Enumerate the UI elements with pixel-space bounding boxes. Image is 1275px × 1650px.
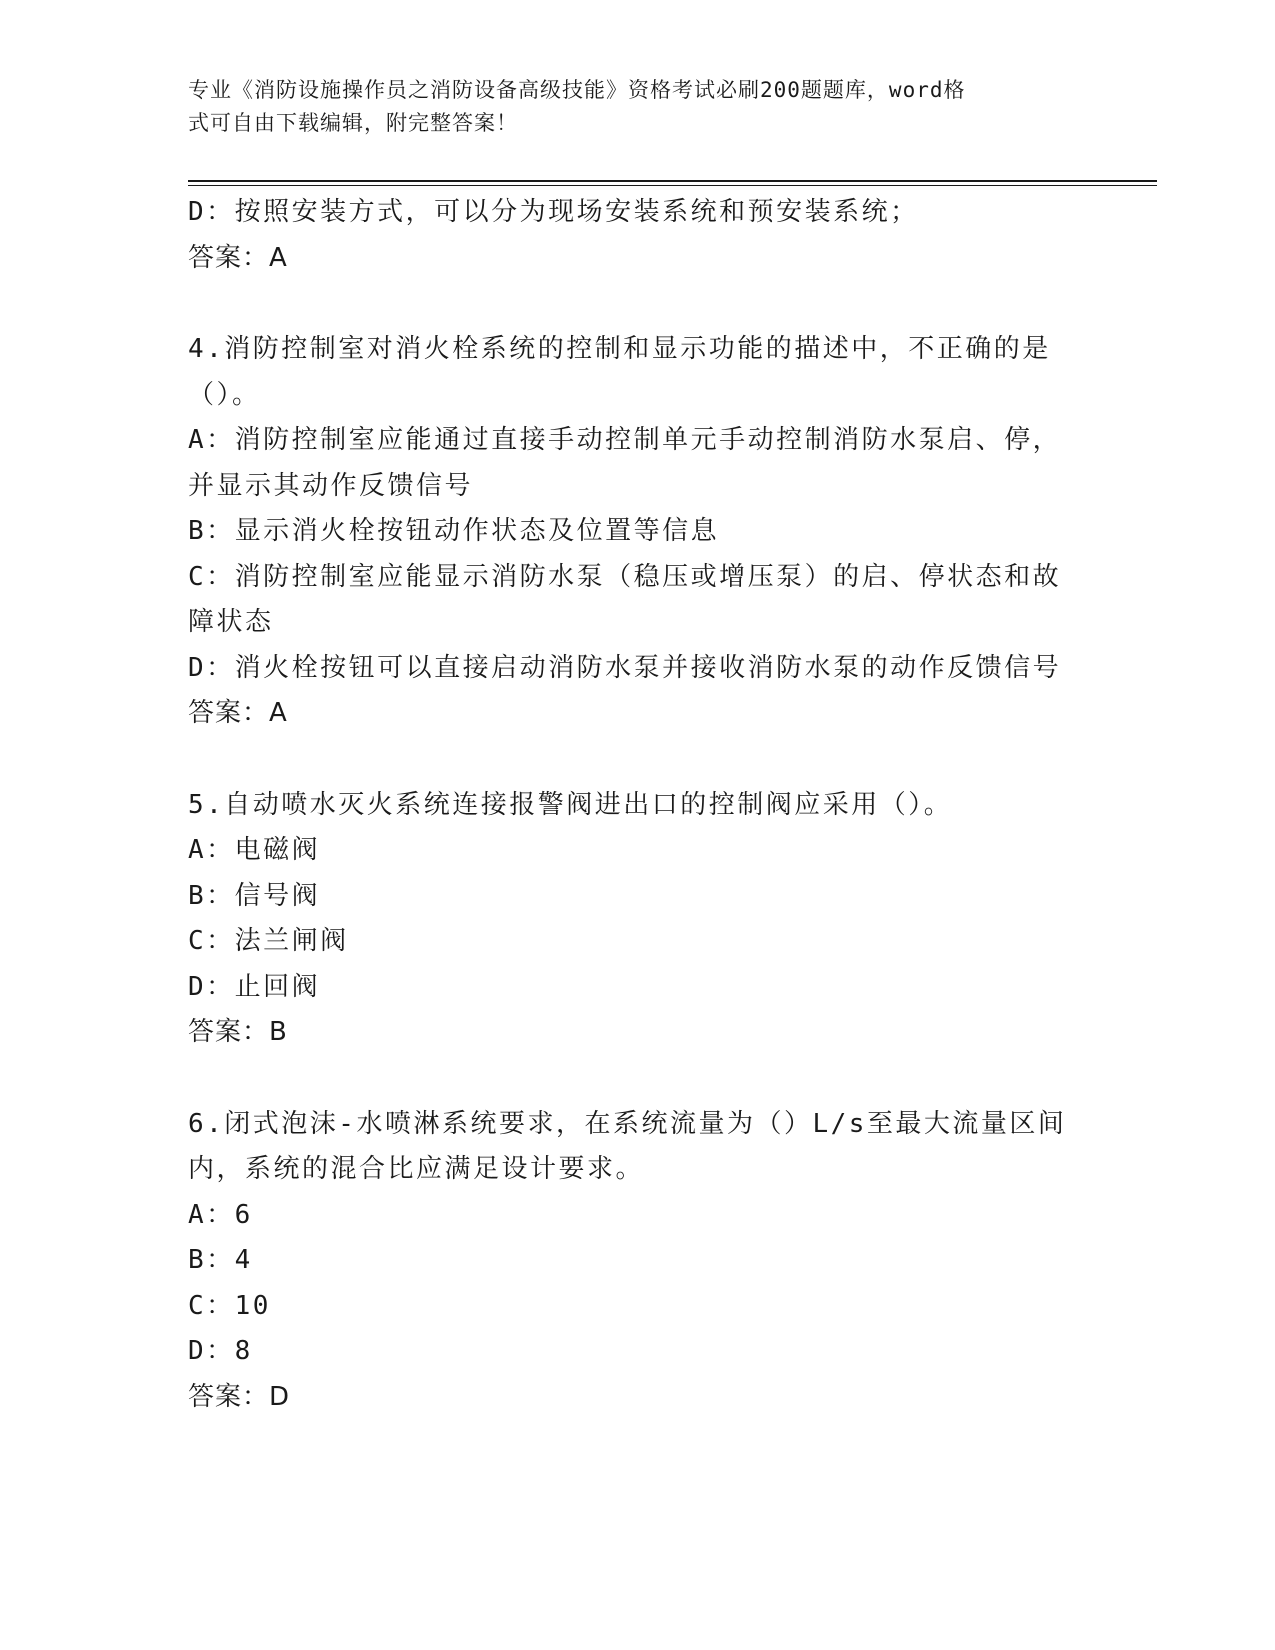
header-line-1: 专业《消防设施操作员之消防设备高级技能》资格考试必刷200题题库，word格: [188, 78, 966, 102]
question-text: 6.闭式泡沫-水喷淋系统要求，在系统流量为（）L/s至最大流量区间: [188, 1108, 1067, 1139]
option-c: C：10: [188, 1290, 271, 1321]
header-line-2: 式可自由下载编辑，附完整答案！: [188, 111, 518, 135]
answer: 答案：A: [188, 698, 288, 728]
header-divider-thin: [188, 185, 1157, 186]
question-4: [188, 327, 1088, 737]
prev-answer: 答案：A: [188, 242, 288, 273]
document-header: [188, 74, 1068, 140]
option-a: A：电磁阀: [188, 835, 321, 865]
option-b: B：信号阀: [188, 880, 321, 911]
option-c-cont: 障状态: [188, 607, 274, 637]
question-text-cont: 内，系统的混合比应满足设计要求。: [188, 1154, 645, 1184]
answer: 答案：B: [188, 1017, 288, 1047]
question-list: [188, 190, 1088, 1420]
option-b: B：4: [188, 1245, 253, 1275]
option-c: C：消防控制室应能显示消防水泵（稳压或增压泵）的启、停状态和故: [188, 561, 1062, 592]
question-5: [188, 783, 1088, 1056]
question-6: [188, 1102, 1088, 1421]
prev-option-d: D：按照安装方式，可以分为现场安装系统和预安装系统；: [188, 197, 919, 227]
option-a-cont: 并显示其动作反馈信号: [188, 470, 474, 501]
option-d: D：消火栓按钮可以直接启动消防水泵并接收消防水泵的动作反馈信号: [188, 652, 1062, 683]
option-c: C：法兰闸阀: [188, 926, 349, 956]
option-d: D：止回阀: [188, 971, 321, 1002]
question-text: 4.消防控制室对消火栓系统的控制和显示功能的描述中，不正确的是: [188, 334, 1051, 364]
answer: 答案：D: [188, 1381, 291, 1412]
question-text-cont: （）。: [188, 379, 261, 410]
option-a: A：消防控制室应能通过直接手动控制单元手动控制消防水泵启、停，: [188, 425, 1062, 455]
option-b: B：显示消火栓按钮动作状态及位置等信息: [188, 516, 720, 546]
question-text: 5.自动喷水灭火系统连接报警阀进出口的控制阀应采用（）。: [188, 789, 953, 820]
option-d: D：8: [188, 1336, 253, 1366]
option-a: A：6: [188, 1199, 253, 1230]
header-divider-thick: [188, 180, 1157, 182]
